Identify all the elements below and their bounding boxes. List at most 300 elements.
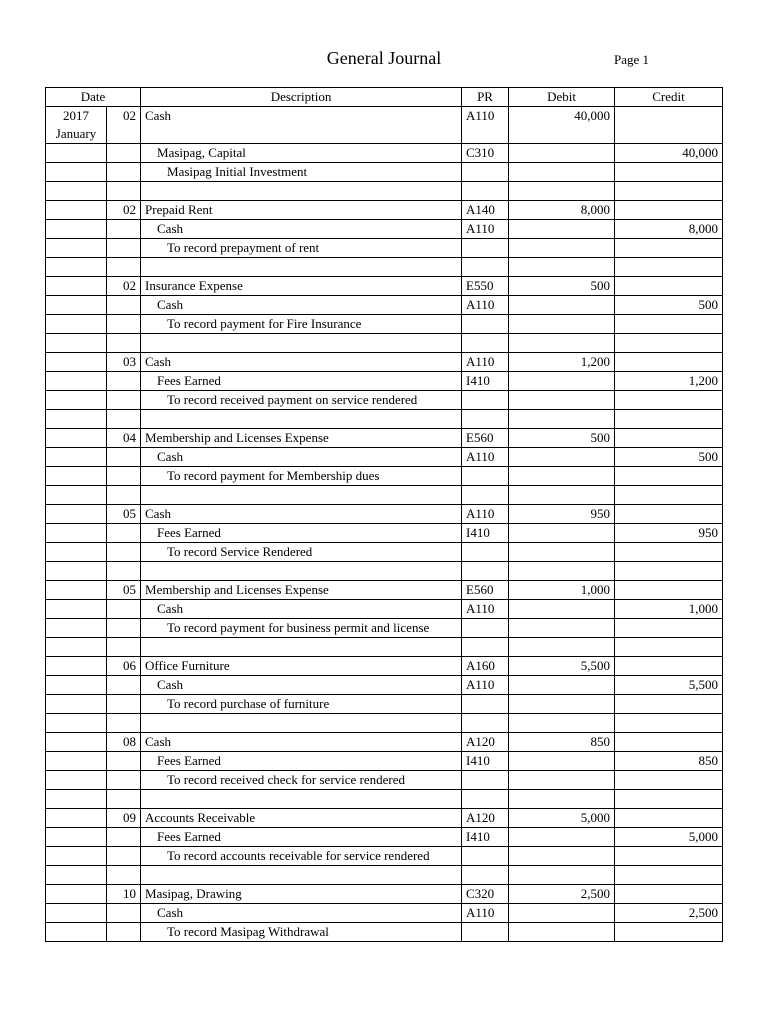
debit-cell: [509, 790, 615, 809]
description-cell: To record accounts receivable for service rendered: [141, 847, 462, 866]
month-cell: [46, 410, 107, 429]
month-cell: [46, 714, 107, 733]
credit-cell: [615, 334, 723, 353]
day-cell: [107, 258, 141, 277]
journal-row: [46, 828, 723, 847]
pr-header: PR: [462, 88, 509, 107]
month-cell: [46, 847, 107, 866]
credit-cell: [615, 638, 723, 657]
month-cell: [46, 486, 107, 505]
debit-cell: [509, 296, 615, 315]
month-cell: [46, 296, 107, 315]
description-cell: [141, 714, 462, 733]
month-cell: [46, 182, 107, 201]
year-value: 2017: [63, 108, 89, 123]
credit-cell: [615, 107, 723, 144]
journal-row: [46, 524, 723, 543]
month-cell: [46, 258, 107, 277]
month-cell: [46, 828, 107, 847]
day-cell: 06: [107, 657, 141, 676]
credit-cell: [615, 543, 723, 562]
pr-cell: [462, 714, 509, 733]
journal-row: [46, 600, 723, 619]
day-cell: [107, 296, 141, 315]
credit-cell: [615, 258, 723, 277]
credit-cell: [615, 847, 723, 866]
day-cell: 03: [107, 353, 141, 372]
pr-cell: E560: [462, 429, 509, 448]
debit-cell: 500: [509, 429, 615, 448]
pr-cell: I410: [462, 372, 509, 391]
debit-cell: [509, 714, 615, 733]
month-cell: [46, 619, 107, 638]
description-cell: Office Furniture: [141, 657, 462, 676]
description-cell: Cash: [141, 353, 462, 372]
description-cell: To record received payment on service rendered: [141, 391, 462, 410]
description-cell: [141, 410, 462, 429]
credit-cell: [615, 239, 723, 258]
month-cell: [46, 885, 107, 904]
day-cell: [107, 239, 141, 258]
credit-cell: [615, 885, 723, 904]
day-cell: 02: [107, 201, 141, 220]
day-cell: 05: [107, 505, 141, 524]
month-cell: [46, 239, 107, 258]
credit-cell: 40,000: [615, 144, 723, 163]
month-cell: [46, 600, 107, 619]
pr-cell: A110: [462, 600, 509, 619]
journal-row: [46, 372, 723, 391]
credit-cell: [615, 695, 723, 714]
description-cell: Membership and Licenses Expense: [141, 429, 462, 448]
description-cell: [141, 866, 462, 885]
day-cell: [107, 467, 141, 486]
debit-cell: 500: [509, 277, 615, 296]
debit-cell: [509, 923, 615, 942]
journal-row: [46, 144, 723, 163]
journal-row: [46, 201, 723, 220]
month-cell: [46, 904, 107, 923]
debit-cell: [509, 391, 615, 410]
journal-row: [46, 657, 723, 676]
journal-row: [46, 315, 723, 334]
debit-cell: 2,500: [509, 885, 615, 904]
journal-row: [46, 733, 723, 752]
blank-row: [46, 790, 723, 809]
month-cell: [46, 163, 107, 182]
debit-cell: [509, 866, 615, 885]
day-cell: 08: [107, 733, 141, 752]
month-cell: [46, 220, 107, 239]
debit-cell: [509, 619, 615, 638]
credit-cell: 5,000: [615, 828, 723, 847]
debit-cell: [509, 543, 615, 562]
pr-cell: A160: [462, 657, 509, 676]
credit-cell: [615, 733, 723, 752]
description-cell: Fees Earned: [141, 372, 462, 391]
debit-cell: [509, 638, 615, 657]
journal-row: [46, 543, 723, 562]
credit-cell: [615, 657, 723, 676]
debit-cell: [509, 410, 615, 429]
month-cell: [46, 638, 107, 657]
month-cell: [46, 391, 107, 410]
description-cell: Cash: [141, 505, 462, 524]
pr-cell: [462, 771, 509, 790]
journal-row: [46, 107, 723, 144]
credit-cell: [615, 429, 723, 448]
debit-cell: 5,500: [509, 657, 615, 676]
debit-cell: [509, 904, 615, 923]
day-cell: [107, 144, 141, 163]
month-cell: [46, 524, 107, 543]
pr-cell: C310: [462, 144, 509, 163]
debit-cell: [509, 163, 615, 182]
pr-cell: A140: [462, 201, 509, 220]
debit-cell: [509, 524, 615, 543]
pr-cell: C320: [462, 885, 509, 904]
description-cell: [141, 638, 462, 657]
description-cell: Fees Earned: [141, 752, 462, 771]
journal-row: [46, 505, 723, 524]
blank-row: [46, 334, 723, 353]
day-cell: 05: [107, 581, 141, 600]
day-cell: [107, 220, 141, 239]
description-cell: [141, 486, 462, 505]
pr-cell: A110: [462, 220, 509, 239]
credit-cell: [615, 581, 723, 600]
credit-cell: 950: [615, 524, 723, 543]
debit-cell: 950: [509, 505, 615, 524]
month-cell: [46, 201, 107, 220]
debit-cell: [509, 182, 615, 201]
debit-cell: [509, 695, 615, 714]
debit-cell: 1,000: [509, 581, 615, 600]
journal-row: [46, 220, 723, 239]
description-cell: To record received check for service rendered: [141, 771, 462, 790]
pr-cell: [462, 543, 509, 562]
description-cell: Cash: [141, 107, 462, 144]
blank-row: [46, 182, 723, 201]
description-cell: To record purchase of furniture: [141, 695, 462, 714]
credit-cell: 500: [615, 448, 723, 467]
pr-cell: A110: [462, 296, 509, 315]
description-cell: Masipag Initial Investment: [141, 163, 462, 182]
credit-cell: 1,000: [615, 600, 723, 619]
debit-cell: 5,000: [509, 809, 615, 828]
blank-row: [46, 258, 723, 277]
day-cell: [107, 676, 141, 695]
description-header: Description: [141, 88, 462, 107]
month-cell: [46, 581, 107, 600]
credit-cell: [615, 467, 723, 486]
day-cell: [107, 448, 141, 467]
journal-row: [46, 904, 723, 923]
description-cell: To record Masipag Withdrawal: [141, 923, 462, 942]
day-cell: [107, 771, 141, 790]
month-cell: [46, 809, 107, 828]
description-cell: Masipag, Capital: [141, 144, 462, 163]
blank-row: [46, 410, 723, 429]
pr-cell: I410: [462, 752, 509, 771]
description-cell: Cash: [141, 600, 462, 619]
description-cell: Prepaid Rent: [141, 201, 462, 220]
pr-cell: A120: [462, 809, 509, 828]
journal-row: [46, 885, 723, 904]
month-cell: [46, 448, 107, 467]
pr-cell: I410: [462, 828, 509, 847]
pr-cell: [462, 391, 509, 410]
day-cell: [107, 866, 141, 885]
month-cell: [46, 752, 107, 771]
credit-cell: [615, 923, 723, 942]
pr-cell: [462, 315, 509, 334]
journal-row: [46, 695, 723, 714]
debit-cell: [509, 600, 615, 619]
blank-row: [46, 638, 723, 657]
day-cell: [107, 600, 141, 619]
day-cell: [107, 619, 141, 638]
pr-cell: A110: [462, 353, 509, 372]
debit-header: Debit: [509, 88, 615, 107]
month-cell: [46, 277, 107, 296]
pr-cell: [462, 923, 509, 942]
journal-row: [46, 467, 723, 486]
month-cell: [46, 107, 107, 144]
day-cell: [107, 847, 141, 866]
month-cell: [46, 334, 107, 353]
credit-cell: [615, 505, 723, 524]
day-cell: [107, 714, 141, 733]
page-number: Page 1: [614, 52, 650, 67]
day-cell: [107, 163, 141, 182]
blank-row: [46, 866, 723, 885]
credit-cell: [615, 809, 723, 828]
description-cell: Masipag, Drawing: [141, 885, 462, 904]
date-header: Date: [46, 88, 141, 107]
day-cell: [107, 695, 141, 714]
journal-row: [46, 847, 723, 866]
blank-row: [46, 486, 723, 505]
credit-cell: 5,500: [615, 676, 723, 695]
description-cell: Cash: [141, 448, 462, 467]
pr-cell: [462, 163, 509, 182]
pr-cell: [462, 562, 509, 581]
day-cell: 09: [107, 809, 141, 828]
description-cell: [141, 334, 462, 353]
description-cell: Accounts Receivable: [141, 809, 462, 828]
month-cell: [46, 429, 107, 448]
debit-cell: 40,000: [509, 107, 615, 144]
month-cell: [46, 657, 107, 676]
day-cell: [107, 638, 141, 657]
credit-cell: [615, 315, 723, 334]
description-cell: Cash: [141, 676, 462, 695]
month-cell: [46, 676, 107, 695]
credit-cell: [615, 163, 723, 182]
month-cell: [46, 467, 107, 486]
month-value: January: [55, 126, 97, 141]
journal-body: [46, 107, 723, 942]
pr-cell: [462, 638, 509, 657]
credit-cell: [615, 562, 723, 581]
debit-cell: 1,200: [509, 353, 615, 372]
pr-cell: [462, 790, 509, 809]
journal-row: [46, 277, 723, 296]
journal-table: [45, 87, 723, 942]
credit-cell: [615, 410, 723, 429]
description-cell: To record prepayment of rent: [141, 239, 462, 258]
description-cell: Cash: [141, 904, 462, 923]
day-cell: [107, 410, 141, 429]
credit-cell: [615, 619, 723, 638]
journal-row: [46, 581, 723, 600]
description-cell: To record payment for business permit and license: [141, 619, 462, 638]
day-cell: 04: [107, 429, 141, 448]
credit-cell: [615, 277, 723, 296]
debit-cell: [509, 144, 615, 163]
description-cell: Fees Earned: [141, 828, 462, 847]
month-cell: [46, 562, 107, 581]
debit-cell: [509, 562, 615, 581]
day-cell: [107, 486, 141, 505]
debit-cell: [509, 239, 615, 258]
pr-cell: A120: [462, 733, 509, 752]
credit-cell: [615, 771, 723, 790]
credit-cell: 850: [615, 752, 723, 771]
month-cell: [46, 505, 107, 524]
journal-row: [46, 163, 723, 182]
description-cell: Membership and Licenses Expense: [141, 581, 462, 600]
pr-cell: [462, 866, 509, 885]
credit-cell: 2,500: [615, 904, 723, 923]
credit-cell: [615, 486, 723, 505]
credit-cell: 500: [615, 296, 723, 315]
journal-row: [46, 353, 723, 372]
credit-cell: [615, 866, 723, 885]
pr-cell: E560: [462, 581, 509, 600]
journal-row: [46, 676, 723, 695]
day-cell: [107, 391, 141, 410]
debit-cell: [509, 828, 615, 847]
day-cell: [107, 543, 141, 562]
debit-cell: [509, 771, 615, 790]
credit-cell: [615, 391, 723, 410]
debit-cell: 8,000: [509, 201, 615, 220]
day-cell: 10: [107, 885, 141, 904]
day-cell: [107, 182, 141, 201]
month-cell: [46, 543, 107, 562]
month-cell: [46, 695, 107, 714]
debit-cell: [509, 486, 615, 505]
debit-cell: [509, 847, 615, 866]
credit-cell: [615, 201, 723, 220]
pr-cell: A110: [462, 505, 509, 524]
pr-cell: [462, 182, 509, 201]
blank-row: [46, 714, 723, 733]
day-cell: [107, 562, 141, 581]
month-cell: [46, 372, 107, 391]
description-cell: [141, 182, 462, 201]
day-cell: [107, 315, 141, 334]
debit-cell: [509, 467, 615, 486]
blank-row: [46, 562, 723, 581]
journal-row: [46, 391, 723, 410]
debit-cell: 850: [509, 733, 615, 752]
month-cell: [46, 144, 107, 163]
credit-cell: 1,200: [615, 372, 723, 391]
pr-cell: [462, 239, 509, 258]
day-cell: 02: [107, 107, 141, 144]
journal-title: General Journal: [326, 48, 442, 68]
month-cell: [46, 923, 107, 942]
pr-cell: [462, 695, 509, 714]
credit-cell: [615, 790, 723, 809]
description-cell: To record payment for Membership dues: [141, 467, 462, 486]
journal-row: [46, 619, 723, 638]
debit-cell: [509, 752, 615, 771]
journal-row: [46, 752, 723, 771]
debit-cell: [509, 448, 615, 467]
month-cell: [46, 353, 107, 372]
pr-cell: [462, 486, 509, 505]
description-cell: [141, 562, 462, 581]
pr-cell: [462, 467, 509, 486]
description-cell: Insurance Expense: [141, 277, 462, 296]
description-cell: [141, 258, 462, 277]
day-cell: [107, 923, 141, 942]
pr-cell: [462, 410, 509, 429]
month-cell: [46, 790, 107, 809]
journal-row: [46, 923, 723, 942]
journal-row: [46, 429, 723, 448]
credit-cell: 8,000: [615, 220, 723, 239]
credit-cell: [615, 182, 723, 201]
pr-cell: A110: [462, 107, 509, 144]
pr-cell: E550: [462, 277, 509, 296]
pr-cell: I410: [462, 524, 509, 543]
month-cell: [46, 771, 107, 790]
day-cell: [107, 828, 141, 847]
day-cell: [107, 334, 141, 353]
credit-cell: [615, 353, 723, 372]
journal-row: [46, 771, 723, 790]
day-cell: [107, 524, 141, 543]
day-cell: [107, 752, 141, 771]
credit-cell: [615, 714, 723, 733]
pr-cell: [462, 619, 509, 638]
journal-row: [46, 448, 723, 467]
day-cell: [107, 372, 141, 391]
debit-cell: [509, 676, 615, 695]
description-cell: Cash: [141, 296, 462, 315]
pr-cell: A110: [462, 448, 509, 467]
description-cell: Cash: [141, 220, 462, 239]
debit-cell: [509, 220, 615, 239]
day-cell: 02: [107, 277, 141, 296]
pr-cell: [462, 334, 509, 353]
description-cell: Cash: [141, 733, 462, 752]
month-cell: [46, 315, 107, 334]
header-row: [46, 88, 723, 107]
description-cell: To record Service Rendered: [141, 543, 462, 562]
pr-cell: A110: [462, 904, 509, 923]
journal-row: [46, 239, 723, 258]
month-cell: [46, 733, 107, 752]
description-cell: [141, 790, 462, 809]
journal-row: [46, 296, 723, 315]
debit-cell: [509, 334, 615, 353]
